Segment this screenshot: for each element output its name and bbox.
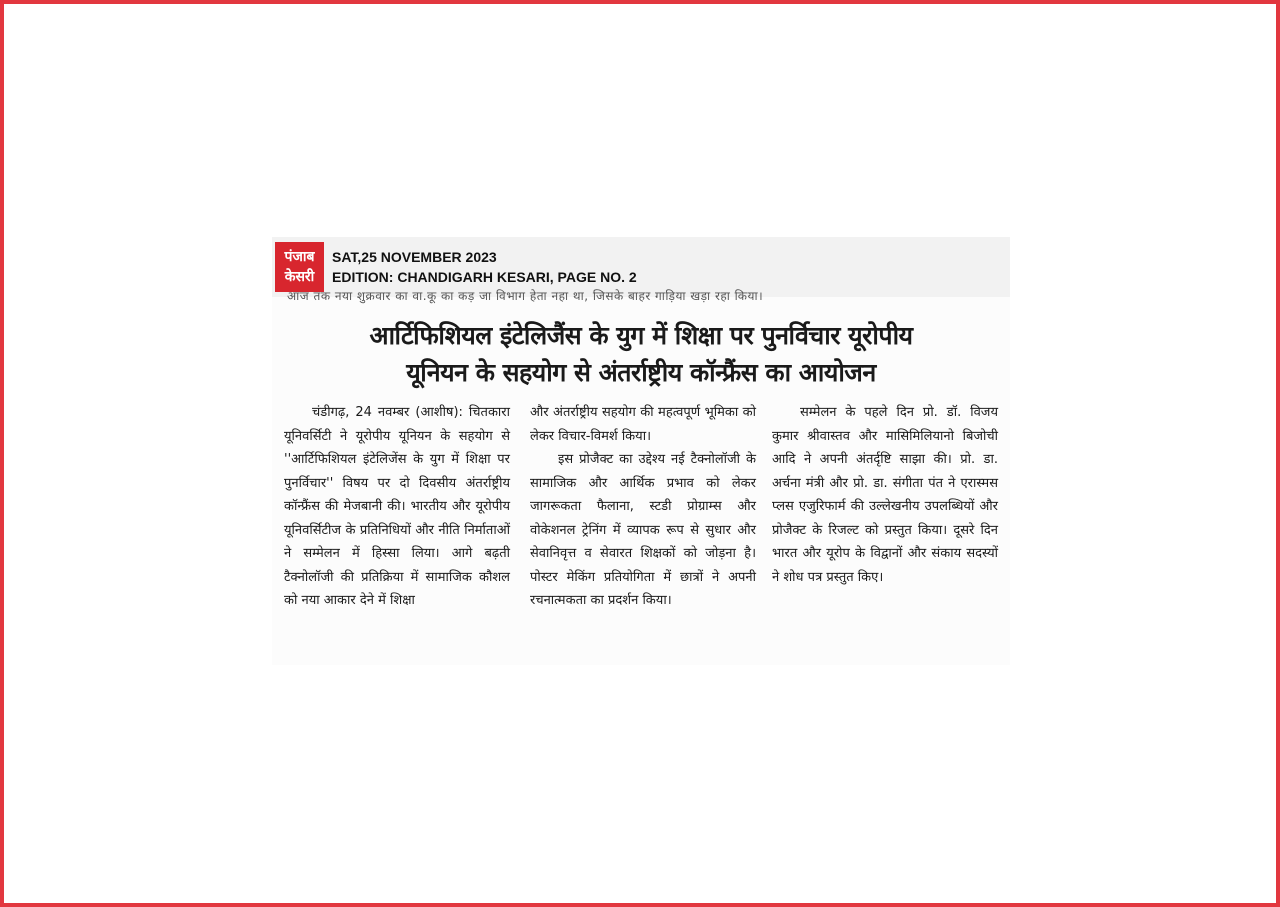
cut-text: आज तक नया शुक्रवार का वा.कू का कड़ जा विभाग हेता नहा था, जिसके बाहर गाड़िया खड़ा रहा किया। [287,289,764,303]
logo-line-2: केसरी [284,269,315,285]
article-headline [272,317,1010,391]
publication-edition: EDITION: CHANDIGARH KESARI, PAGE NO. 2 [332,269,637,285]
publication-date: SAT,25 NOVEMBER 2023 [332,249,497,265]
article-column-3 [772,401,998,589]
column-1-paragraph: चंडीगढ़, 24 नवम्बर (आशीष): चितकारा यूनिवर्सिटी ने यूरोपीय यूनियन के सहयोग से ''आर्टिफिशियल इंटेलिजेंस के युग में शिक्षा पर पुनर्विचार'' विषय पर दो दिवसीय अंतर्राष्ट्रीय कॉन्फ्रैंस की मेजबानी की। भारतीय और यूरोपीय यूनिवर्सिटीज के प्रतिनिधियों और नीति निर्माताओं ने सम्मेलन में हिस्सा लिया। आगे बढ़ती टैक्नोलॉजी की प्रतिक्रिया में सामाजिक कौशल को नया आकार देने में शिक्षा [284,405,510,608]
headline-line-1: आर्टिफिशियल इंटेलिजैंस के युग में शिक्षा पर पुनर्विचार यूरोपीय [369,321,913,350]
logo-line-1: पंजाब [284,249,315,265]
newspaper-clipping [272,237,1010,665]
column-2-paragraph-2: इस प्रोजैक्ट का उद्देश्य नई टैक्नोलॉजी के सामाजिक और आर्थिक प्रभाव को लेकर जागरूकता फैलाना, स्टडी प्रोग्राम्स और वोकेशनल ट्रेनिंग में व्यापक रूप से सुधार और सेवानिवृत्त व सेवारत शिक्षकों को जोड़ना है। पोस्टर मेकिंग प्रतियोगिता में छात्रों ने अपनी रचनात्मकता का प्रदर्शन किया। [530,452,756,608]
article-column-1 [284,401,510,613]
punjab-kesari-logo [275,242,324,292]
publication-meta [332,247,637,287]
cut-text-above [287,289,987,303]
column-2-paragraph-1: और अंतर्राष्ट्रीय सहयोग की महत्वपूर्ण भूमिका को लेकर विचार-विमर्श किया। [530,405,756,444]
article-column-2 [530,401,756,613]
headline-line-2: यूनियन के सहयोग से अंतर्राष्ट्रीय कॉन्फ्रैंस का आयोजन [406,358,876,387]
column-3-paragraph: सम्मेलन के पहले दिन प्रो. डॉ. विजय कुमार श्रीवास्तव और मासिमिलियानो बिजोची आदि ने अपनी अंतर्दृष्टि साझा की। प्रो. डा. अर्चना मंत्री और प्रो. डा. संगीता पंत ने एरास्मस प्लस एजुरिफार्म की उल्लेखनीय उपलब्धियों और प्रोजैक्ट के रिजल्ट को प्रस्तुत किया। दूसरे दिन भारत और यूरोप के विद्वानों और संकाय सदस्यों ने शोध पत्र प्रस्तुत किए। [772,405,998,585]
